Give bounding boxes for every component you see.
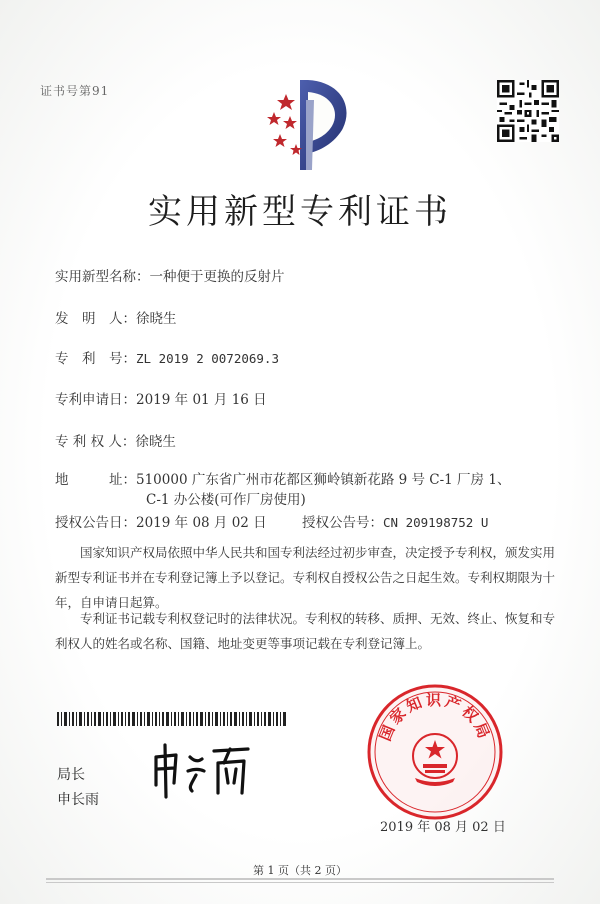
filing-date-label: 专利申请日： xyxy=(55,392,136,408)
utility-name-row xyxy=(55,265,285,285)
inventor-row xyxy=(55,307,177,327)
official-seal-icon xyxy=(365,682,505,822)
patent-number-row xyxy=(55,347,279,367)
patent-number-value: ZL 2019 2 0072069.3 xyxy=(136,351,279,366)
address-line-2: C-1 办公楼(可作厂房使用) xyxy=(146,492,306,508)
seal-text: 国家知识产权局 xyxy=(376,691,494,744)
grant-date-value: 2019 年 08 月 02 日 xyxy=(136,515,267,531)
grant-date-row xyxy=(55,511,267,531)
filing-date-value: 2019 年 01 月 16 日 xyxy=(136,392,267,408)
legal-status-paragraph: 专利证书记载专利权登记时的法律状况。专利权的转移、质押、无效、终止、恢复和专利权人的姓名或名称、国籍、地址变更等事项记载在专利登记簿上。 xyxy=(55,611,556,651)
filing-date-row xyxy=(55,388,267,408)
certificate-number: 证书号第91 xyxy=(40,84,110,98)
patentee-row xyxy=(55,430,176,450)
seal-date: 2019 年 08 月 02 日 xyxy=(380,820,506,835)
patentee-value: 徐晓生 xyxy=(135,434,176,450)
certificate-title: 实用新型专利证书 xyxy=(148,192,452,232)
address-line-1: 510000 广东省广州市花都区狮岭镇新花路 9 号 C-1 厂房 1、 xyxy=(136,472,511,488)
footer-divider-2 xyxy=(46,882,554,883)
signature-icon xyxy=(148,735,258,805)
qr-code-icon xyxy=(497,80,559,142)
inventor-label: 发 明 人： xyxy=(55,311,136,327)
patent-number-label: 专 利 号： xyxy=(55,351,136,367)
address-row xyxy=(55,468,510,488)
inventor-value: 徐晓生 xyxy=(136,311,177,327)
cnipa-logo-icon xyxy=(250,70,360,180)
address-label: 地 址： xyxy=(55,472,136,488)
director-role: 局长 xyxy=(57,767,85,783)
footer-divider xyxy=(46,878,554,880)
address-row-2 xyxy=(146,488,306,508)
utility-name-label: 实用新型名称： xyxy=(55,269,150,285)
grant-number-label: 授权公告号： xyxy=(302,515,383,531)
page-number: 第 1 页（共 2 页） xyxy=(253,864,347,877)
grant-date-label: 授权公告日： xyxy=(55,515,136,531)
barcode-icon xyxy=(57,712,287,726)
utility-name-value: 一种便于更换的反射片 xyxy=(149,269,285,285)
grant-statement-paragraph: 国家知识产权局依照中华人民共和国专利法经过初步审查，决定授予专利权，颁发实用新型专利证书并在专利登记簿上予以登记。专利权自授权公告之日起生效。专利权期限为十年，自申请日起算。 xyxy=(55,545,556,610)
patentee-label: 专 利 权 人： xyxy=(55,434,136,450)
grant-number-row xyxy=(302,511,488,531)
director-name: 申长雨 xyxy=(57,792,99,808)
grant-number-value: CN 209198752 U xyxy=(383,515,489,530)
